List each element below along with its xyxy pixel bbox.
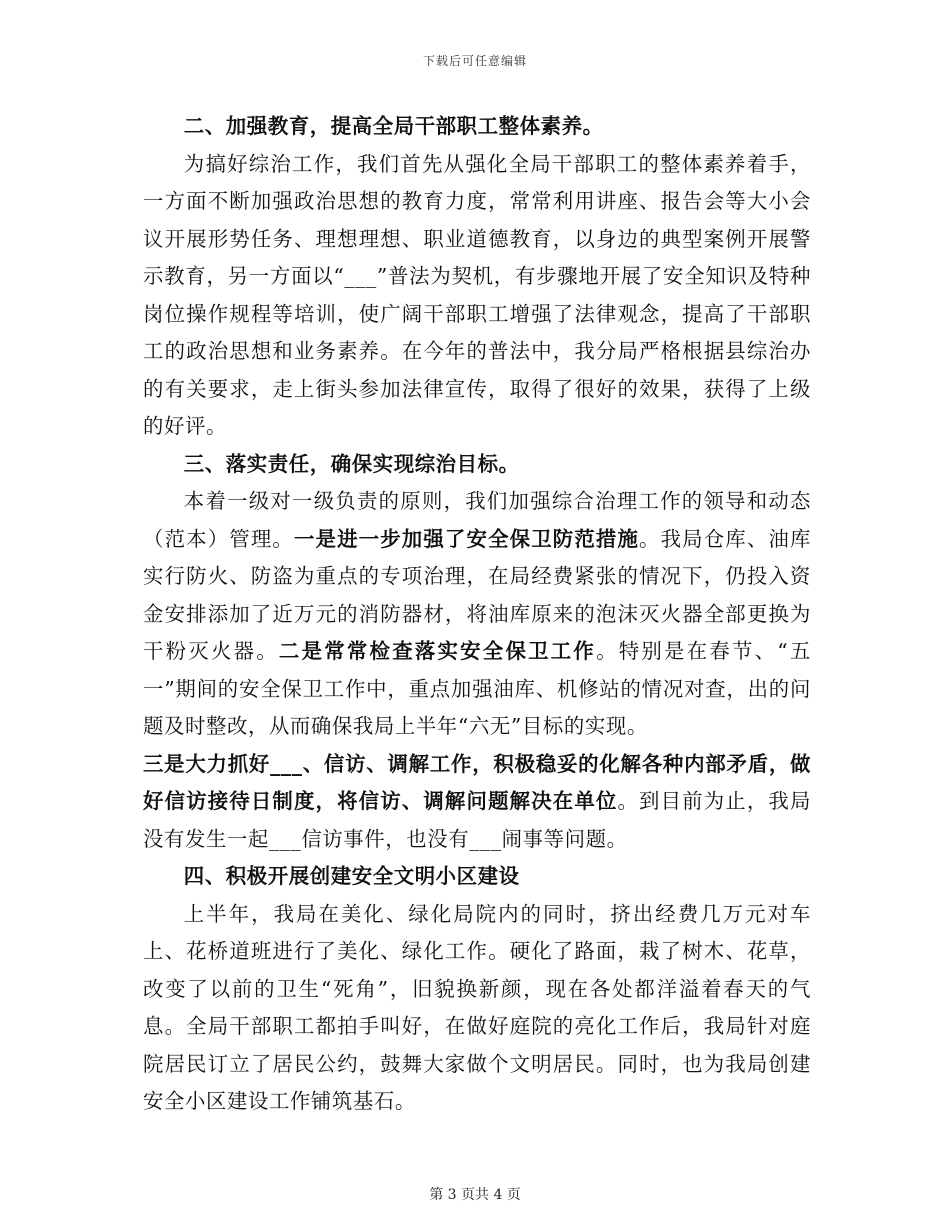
section-4-body: 上半年，我局在美化、绿化局院内的同时，挤出经费几万元对车上、花桥道班进行了美化、绿化工作。硬化了路面，栽了树木、花草，改变了以前的卫生“死角”，旧貌换新颜，现在各处都洋溢着春天的气息。全局干部职工都拍手叫好，在做好庭院的亮化工作后，我局针对庭院居民订立了居民公约，鼓舞大家做个文明居民。同时，也为我局创建安全小区建设工作铺筑基石。 <box>143 901 811 1113</box>
section-2-body: 为搞好综治工作，我们首先从强化全局干部职工的整体素养着手，一方面不断加强政治思想的教育力度，常常利用讲座、报告会等大小会议开展形势任务、理想理想、职业道德教育，以身边的典型案例开展警示教育，另一方面以“___”普法为契机，有步骤地开展了安全知识及特种岗位操作规程等培训，使广阔干部职工增强了法律观念，提高了干部职工的政治思想和业务素养。在今年的普法中，我分局严格根据县综治办的有关要求，走上街头参加法律宣传，取得了很好的效果，获得了上级的好评。 <box>143 151 811 438</box>
section-3-paragraph-1 <box>143 483 811 746</box>
section-3-p1-bold-1: 一是进一步加强了安全保卫防范措施 <box>293 526 640 551</box>
section-3-p2-rest: 。到目前为止，我局没有发生一起___信访事件，也没有___闹事等问题。 <box>143 789 811 851</box>
section-3-p2-bold: 三是大力抓好___、信访、调解工作，积极稳妥的化解各种内部矛盾，做好信访接待日制度，将信访、调解问题解决在单位 <box>143 751 811 813</box>
section-2-heading: 二、加强教育，提高全局干部职工整体素养。 <box>183 114 604 138</box>
section-3-p1-rest: 。特别是在春节、“五一”期间的安全保卫工作中，重点加强油库、机修站的情况对查，出的问题及时整改，从而确保我局上半年“六无”目标的实现。 <box>143 639 811 738</box>
document-body <box>143 108 811 1121</box>
page-footer: 第 3 页共 4 页 <box>429 1187 521 1203</box>
section-3-p1-middle: 。我局仓库、油库实行防火、防盗为重点的专项治理，在局经费紧张的情况下，仍投入资金安排添加了近万元的消防器材，将油库原来的泡沫灭火器全部更换为干粉灭火器。 <box>143 526 811 663</box>
section-3-heading: 三、落实责任，确保实现综治目标。 <box>183 451 520 476</box>
page-header: 下载后可任意编辑 <box>422 54 527 68</box>
section-3-paragraph-2 <box>143 746 811 859</box>
section-3-p1-intro: 本着一级对一级负责的原则，我们加强综合治理工作的领导和动态（范本）管理。 <box>143 489 811 551</box>
section-3-p1-bold-2: 二是常常检查落实安全保卫工作 <box>278 639 597 663</box>
section-4-heading: 四、积极开展创建安全文明小区建设 <box>183 864 520 888</box>
